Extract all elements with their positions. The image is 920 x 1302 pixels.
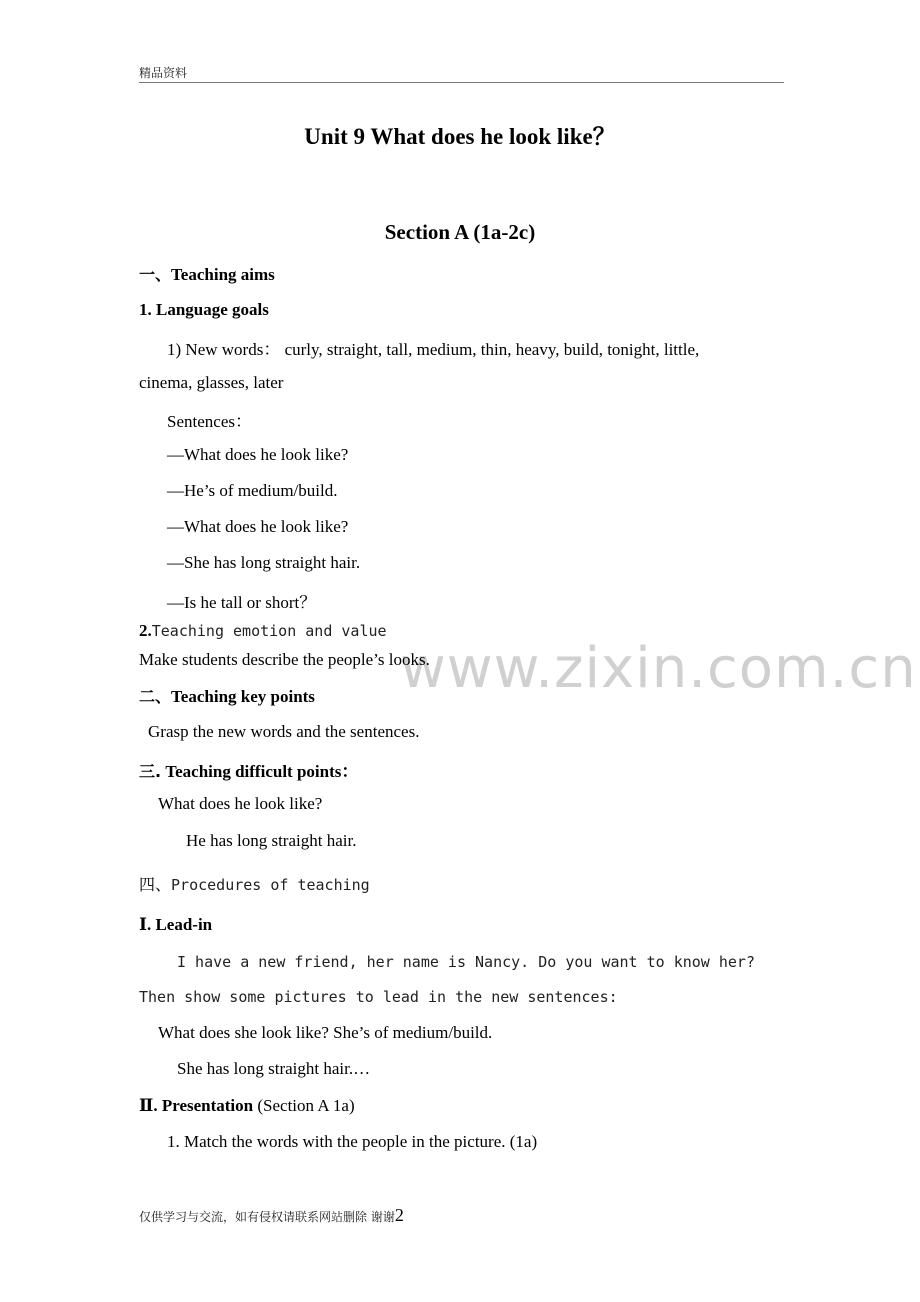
difficult-points-heading [139,757,358,782]
difficult-points-prefix: 三. [139,762,162,781]
difficult-point-1: What does he look like? [158,794,323,813]
page-title: Unit 9 What does he look like？ [304,124,616,149]
emotion-heading-text: Teaching emotion and value [151,622,387,640]
presentation-item-1: 1. Match the words with the people in the picture. (1a) [167,1132,538,1151]
aims-prefix: 一、 [139,265,172,284]
sentence-2: —He’s of medium/build. [167,481,338,500]
presentation-heading [139,1096,355,1116]
lead-in-heading [139,915,212,935]
footer [139,1205,404,1226]
sentence-3: —What does he look like? [167,517,349,536]
aims-heading [139,262,275,285]
sentence-4: —She has long straight hair. [167,553,361,572]
lead-in-heading-text: Lead-in [151,915,213,934]
sentence-1: —What does he look like? [167,445,349,464]
difficult-point-2: He has long straight hair. [186,831,357,850]
emotion-heading [139,621,387,641]
procedures-prefix: 四、 [139,875,172,894]
key-points-prefix: 二、 [139,687,172,706]
emotion-number: 2. [139,621,152,640]
sentences-label: Sentences： [167,412,252,431]
section-title: Section A (1a-2c) [384,220,536,244]
lead-in-line-1: I have a new friend, her name is Nancy. Do you want to know her? [177,953,755,971]
page-number: 2 [394,1205,404,1225]
aims-heading-text: Teaching aims [171,265,275,284]
procedures-heading-text: Procedures of teaching [171,876,370,894]
sentence-5: —Is he tall or short？ [167,593,317,612]
presentation-note: (Section A 1a) [253,1096,355,1115]
lead-in-numeral: Ⅰ. [139,915,152,934]
presentation-numeral: Ⅱ. [139,1096,158,1115]
emotion-text: Make students describe the people’s looks. [139,650,430,669]
header-label: 精品资料 [139,66,188,80]
difficult-points-heading-text: Teaching difficult points： [161,762,359,781]
language-goals-heading: 1. Language goals [139,300,269,319]
lead-in-line-4: She has long straight hair.… [177,1059,371,1078]
procedures-heading [139,872,370,895]
presentation-heading-text: Presentation [157,1096,254,1115]
new-words-line-1: 1) New words： curly, straight, tall, medium, thin, heavy, build, tonight, little, [167,340,700,359]
footer-text: 仅供学习与交流，如有侵权请联系网站删除 谢谢 [139,1210,395,1224]
watermark: www.zixin.com.cn [400,636,917,701]
key-points-text: Grasp the new words and the sentences. [148,722,420,741]
key-points-heading [139,684,315,707]
lead-in-line-2: Then show some pictures to lead in the new sentences: [139,988,618,1006]
header-rule [139,82,784,83]
key-points-heading-text: Teaching key points [171,687,315,706]
lead-in-line-3: What does she look like? She’s of medium/build. [158,1023,493,1042]
new-words-line-2: cinema, glasses, later [139,373,284,392]
